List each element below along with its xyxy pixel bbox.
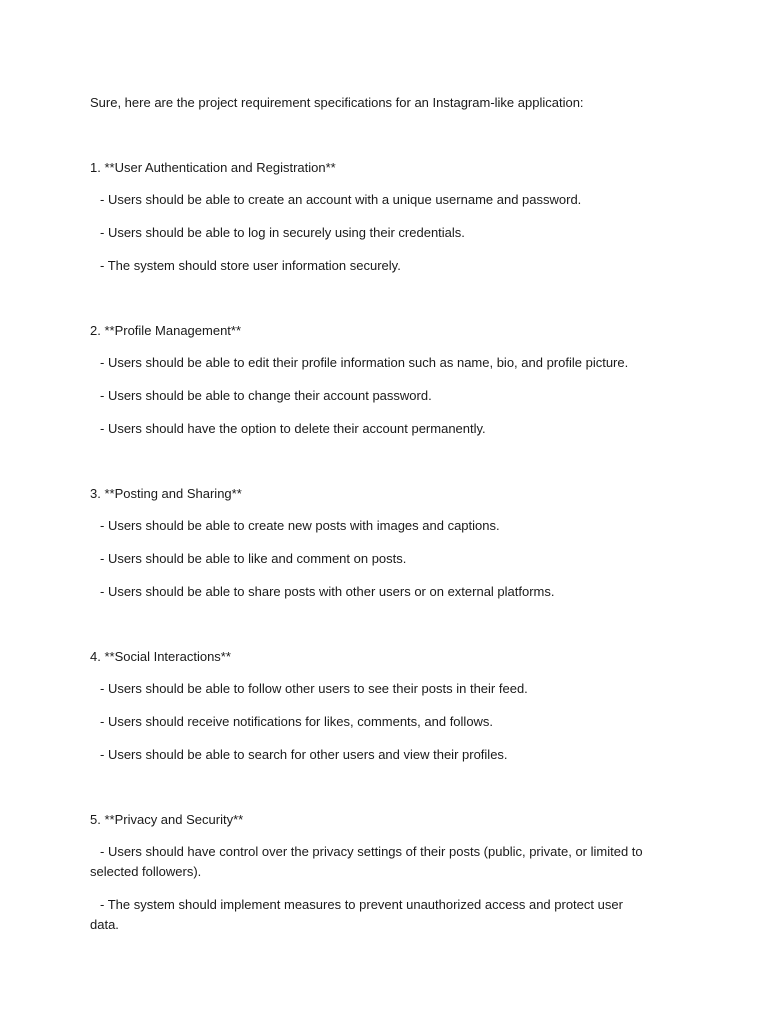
requirement-item: - The system should implement measures to prevent unauthorized access and protect user data. [90,897,623,932]
requirement-item: - Users should be able to share posts with other users or on external platforms. [100,584,555,599]
document-body [90,93,650,935]
section-heading: 4. **Social Interactions** [90,649,231,664]
requirement-item: - Users should be able to change their account password. [100,388,432,403]
section-privacy-and-security [90,810,650,935]
requirement-item: - Users should be able to log in securely using their credentials. [100,225,465,240]
section-heading: 5. **Privacy and Security** [90,812,244,827]
requirement-item: - The system should store user information securely. [100,258,401,273]
section-social-interactions [90,647,650,765]
section-profile-management [90,321,650,439]
requirement-item: - Users should be able to edit their profile information such as name, bio, and profile picture. [100,355,629,370]
requirement-item: - Users should be able to like and comment on posts. [100,551,407,566]
section-posting-and-sharing [90,484,650,602]
requirement-item: - Users should be able to create an account with a unique username and password. [100,192,582,207]
section-user-authentication [90,158,650,276]
requirement-item: - Users should receive notifications for likes, comments, and follows. [100,714,494,729]
requirement-item: - Users should be able to create new posts with images and captions. [100,518,500,533]
intro-paragraph: Sure, here are the project requirement specifications for an Instagram-like application: [90,95,584,110]
section-heading: 2. **Profile Management** [90,323,242,338]
section-heading: 1. **User Authentication and Registration** [90,160,336,175]
requirement-item: - Users should be able to search for other users and view their profiles. [100,747,508,762]
requirement-item: - Users should be able to follow other users to see their posts in their feed. [100,681,528,696]
requirement-item: - Users should have control over the privacy settings of their posts (public, private, or limited to selected followers). [90,844,643,879]
section-heading: 3. **Posting and Sharing** [90,486,242,501]
requirement-item: - Users should have the option to delete their account permanently. [100,421,486,436]
